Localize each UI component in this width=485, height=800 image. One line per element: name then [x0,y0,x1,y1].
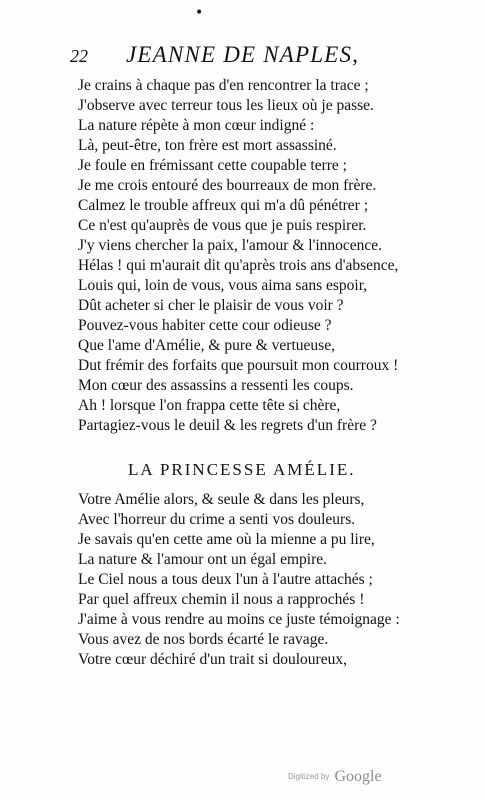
verse-line: Avec l'horreur du crime a senti vos douleurs. [78,511,356,528]
verse-line: Pouvez-vous habiter cette cour odieuse ? [78,317,332,334]
verse-line: Par quel affreux chemin il nous a rapprochés ! [78,591,365,608]
verse-line: Ce n'est qu'auprès de vous que je puis respirer. [78,217,367,234]
verse-line: Ah ! lorsque l'on frappa cette tête si chère, [78,397,341,414]
running-title: JEANNE DE NAPLES, [126,42,360,67]
verse-block-first [78,76,418,436]
speaker-heading: LA PRINCESSE AMÉLIE. [128,460,356,479]
watermark-prefix: Digitized by [288,772,330,781]
verse-line: Louis qui, loin de vous, vous aima sans espoir, [78,277,368,294]
verse-line: Hélas ! qui m'aurait dit qu'après trois ans d'absence, [78,257,399,274]
verse-line: Votre Amélie alors, & seule & dans les pleurs, [78,491,365,508]
verse-line: Vous avez de nos bords écarté le ravage. [78,631,329,648]
page-header [70,40,400,70]
verse-line: Partagiez-vous le deuil & les regrets d'un frère ? [78,417,377,434]
verse-line: Que l'ame d'Amélie, & pure & vertueuse, [78,337,335,354]
verse-line: Calmez le trouble affreux qui m'a dû pénétrer ; [78,197,369,214]
ink-mark: • [195,5,204,21]
verse-line: J'aime à vous rendre au moins ce juste témoignage : [78,611,400,628]
google-logo: Google [334,768,382,785]
verse-line: La nature répète à mon cœur indigné : [78,117,315,134]
verse-line: Dût acheter si cher le plaisir de vous voir ? [78,297,344,314]
verse-line: Votre cœur déchiré d'un trait si douloureux, [78,651,347,668]
verse-line: Je me crois entouré des bourreaux de mon frère. [78,177,377,194]
verse-line: Mon cœur des assassins a ressenti les coups. [78,377,354,394]
page-number: 22 [70,46,88,66]
verse-line: Je savais qu'en cette ame où la mienne a pu lire, [78,531,375,548]
verse-line: Je crains à chaque pas d'en rencontrer la trace ; [78,77,369,94]
verse-line: J'observe avec terreur tous les lieux où je passe. [78,97,374,114]
verse-line: La nature & l'amour ont un égal empire. [78,551,327,568]
verse-block-second [78,490,418,670]
verse-line: J'y viens chercher la paix, l'amour & l'innocence. [78,237,383,254]
digitization-watermark [288,766,382,786]
verse-line: Je foule en frémissant cette coupable terre ; [78,157,347,174]
verse-line: Là, peut-être, ton frère est mort assassiné. [78,137,337,154]
verse-line: Le Ciel nous a tous deux l'un à l'autre attachés ; [78,571,373,588]
verse-line: Dut frémir des forfaits que poursuit mon courroux ! [78,357,399,374]
